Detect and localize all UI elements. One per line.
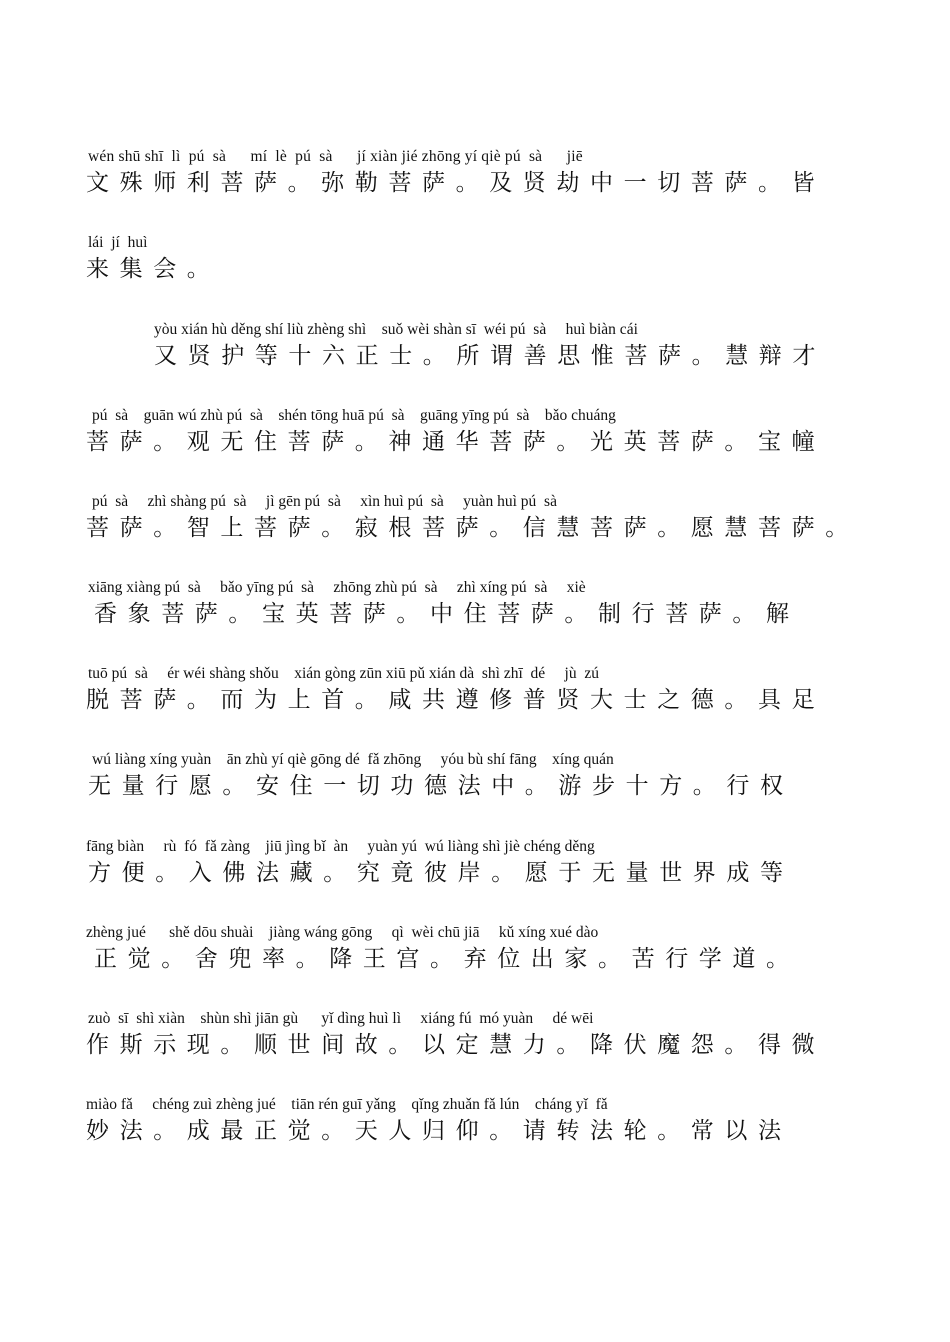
text-line-7 (0, 665, 950, 725)
hanzi-line: 作斯示现。顺世间故。以定慧力。降伏魔怨。得微 (86, 1032, 826, 1058)
hanzi-line: 又贤护等十六正士。所谓善思惟菩萨。慧辩才 (154, 343, 826, 369)
text-line-9 (0, 838, 950, 898)
pinyin-line: lái jí huì (88, 234, 148, 251)
pinyin-line: wén shū shī lì pú sà mí lè pú sà jí xiàn jié zhōng yí qiè pú sà jiē (88, 148, 583, 165)
pinyin-line: xiāng xiàng pú sà bǎo yīng pú sà zhōng zhù pú sà zhì xíng pú sà xiè (88, 579, 586, 596)
hanzi-line: 文殊师利菩萨。弥勒菩萨。及贤劫中一切菩萨。皆 (86, 170, 826, 196)
text-line-12 (0, 1096, 950, 1156)
pinyin-line: tuō pú sà ér wéi shàng shǒu xián gòng zūn xiū pǔ xián dà shì zhī dé jù zú (88, 665, 599, 682)
pinyin-line: pú sà zhì shàng pú sà jì gēn pú sà xìn huì pú sà yuàn huì pú sà (92, 493, 557, 510)
text-line-5 (0, 493, 950, 553)
hanzi-line: 无量行愿。安住一切功德法中。游步十方。行权 (88, 773, 794, 799)
hanzi-line: 菩萨。观无住菩萨。神通华菩萨。光英菩萨。宝幢 (86, 429, 826, 455)
text-line-6 (0, 579, 950, 639)
hanzi-line: 菩萨。智上菩萨。寂根菩萨。信慧菩萨。愿慧菩萨。 (86, 515, 859, 541)
pinyin-line: wú liàng xíng yuàn ān zhù yí qiè gōng dé fǎ zhōng yóu bù shí fāng xíng quán (92, 751, 614, 768)
hanzi-line: 正觉。舍兜率。降王宫。弃位出家。苦行学道。 (94, 946, 800, 972)
text-line-1 (0, 148, 950, 208)
text-line-4 (0, 407, 950, 467)
text-line-8 (0, 751, 950, 811)
hanzi-line: 脱菩萨。而为上首。咸共遵修普贤大士之德。具足 (86, 687, 826, 713)
pinyin-line: fāng biàn rù fó fǎ zàng jiū jìng bǐ àn yuàn yú wú liàng shì jiè chéng děng (86, 838, 595, 855)
hanzi-line: 方便。入佛法藏。究竟彼岸。愿于无量世界成等 (88, 860, 794, 886)
pinyin-line: pú sà guān wú zhù pú sà shén tōng huā pú sà guāng yīng pú sà bǎo chuáng (92, 407, 616, 424)
text-line-2 (0, 234, 950, 294)
text-line-11 (0, 1010, 950, 1070)
pinyin-line: zuò sī shì xiàn shùn shì jiān gù yǐ dìng huì lì xiáng fú mó yuàn dé wēi (88, 1010, 594, 1027)
pinyin-line: zhèng jué shě dōu shuài jiàng wáng gōng qì wèi chū jiā kǔ xíng xué dào (86, 924, 599, 941)
hanzi-line: 来集会。 (86, 256, 221, 282)
hanzi-line: 妙法。成最正觉。天人归仰。请转法轮。常以法 (86, 1118, 792, 1144)
hanzi-line: 香象菩萨。宝英菩萨。中住菩萨。制行菩萨。解 (94, 601, 800, 627)
pinyin-line: yòu xián hù děng shí liù zhèng shì suǒ wèi shàn sī wéi pú sà huì biàn cái (154, 321, 638, 338)
pinyin-line: miào fǎ chéng zuì zhèng jué tiān rén guī yǎng qǐng zhuǎn fǎ lún cháng yǐ fǎ (86, 1096, 608, 1113)
text-line-10 (0, 924, 950, 984)
text-line-3 (0, 321, 950, 381)
